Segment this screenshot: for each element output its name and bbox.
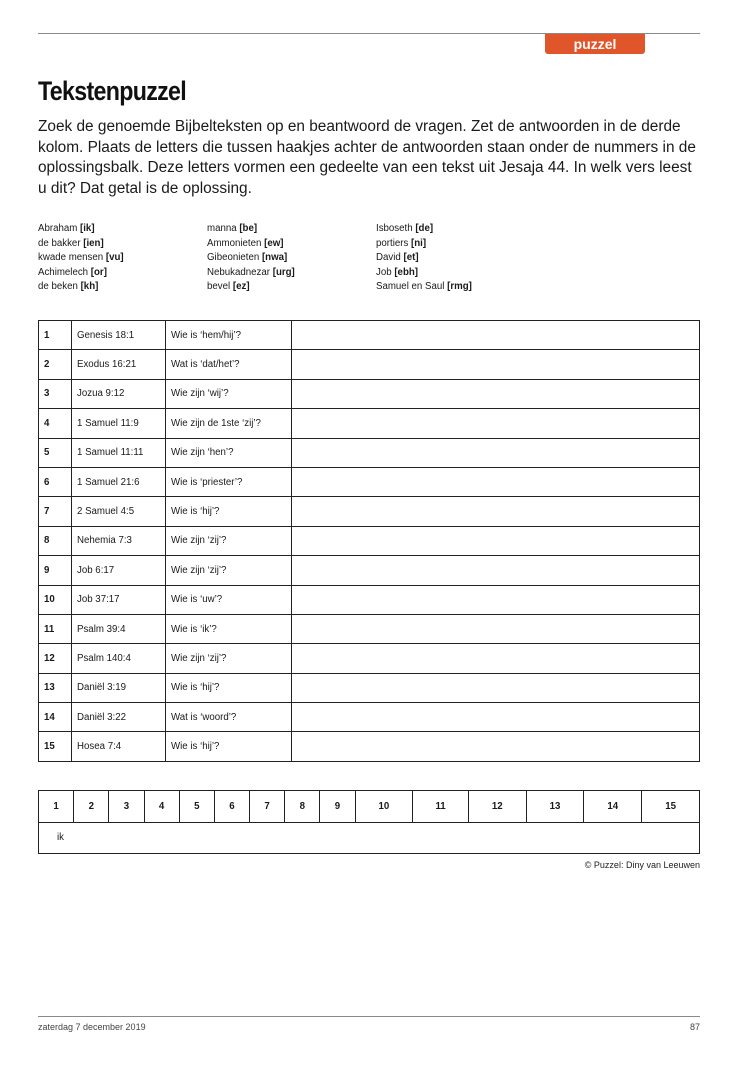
question-row [39, 614, 700, 643]
hint-item [38, 237, 124, 252]
question-row [39, 673, 700, 702]
bible-reference: Job 6:17 [72, 556, 166, 585]
question-row [39, 379, 700, 408]
question-number: 8 [39, 526, 72, 555]
bible-reference: Genesis 18:1 [72, 321, 166, 350]
bible-reference: Daniël 3:19 [72, 673, 166, 702]
hint-item [38, 251, 124, 266]
answer-cell[interactable] [292, 409, 700, 438]
bible-reference: Psalm 140:4 [72, 644, 166, 673]
hint-item [207, 222, 295, 237]
question-number: 10 [39, 585, 72, 614]
question-table [38, 320, 700, 762]
hint-column-1 [38, 222, 124, 295]
answer-cell[interactable] [292, 703, 700, 732]
solution-number: 4 [144, 791, 179, 823]
answer-cell[interactable] [292, 467, 700, 496]
answer-cell[interactable] [292, 644, 700, 673]
question-row [39, 732, 700, 761]
question-row [39, 644, 700, 673]
hint-code: [or] [90, 266, 107, 278]
bible-reference: Jozua 9:12 [72, 379, 166, 408]
question-row [39, 409, 700, 438]
bible-reference: Psalm 39:4 [72, 614, 166, 643]
bible-reference: 1 Samuel 21:6 [72, 467, 166, 496]
question-text: Wie is ‘hem/hij’? [166, 321, 292, 350]
question-number: 7 [39, 497, 72, 526]
hint-item [38, 266, 124, 281]
question-text: Wat is ‘woord’? [166, 703, 292, 732]
hint-code: [ien] [83, 237, 104, 249]
hint-word: bevel [207, 281, 231, 292]
hint-item [376, 266, 472, 281]
section-tag: puzzel [545, 34, 645, 54]
bible-reference: Exodus 16:21 [72, 350, 166, 379]
question-text: Wie is ‘ik’? [166, 614, 292, 643]
solution-number: 14 [584, 791, 642, 823]
hint-code: [urg] [272, 266, 295, 278]
question-text: Wie zijn ‘hen’? [166, 438, 292, 467]
answer-cell[interactable] [292, 614, 700, 643]
hint-word: Ammonieten [207, 237, 262, 249]
solution-number: 6 [214, 791, 249, 823]
footer-date: zaterdag 7 december 2019 [38, 1022, 146, 1032]
bible-reference: Nehemia 7:3 [72, 526, 166, 555]
page-number: 87 [689, 1022, 700, 1032]
question-number: 3 [39, 379, 72, 408]
question-row [39, 438, 700, 467]
hint-item [207, 280, 295, 295]
hint-item [376, 251, 472, 266]
intro-text: Zoek de genoemde Bijbelteksten op en beantwoord de vragen. Zet de antwoorden in de derde kolom. Plaats de letters die tussen haakjes achter de antwoorden staan onder de nummers in de oplossingsbalk. Deze letters vormen een gedeelte van een tekst uit Jesaja 44. In welk vers leest u dit? Dat getal is de oplossing. [38, 118, 696, 197]
hint-item [207, 266, 295, 281]
question-text: Wie is ‘uw’? [166, 585, 292, 614]
solution-bar [38, 790, 700, 854]
question-text: Wie zijn ‘wij’? [166, 379, 292, 408]
solution-number: 9 [320, 791, 355, 823]
hint-column-2 [207, 222, 295, 295]
hint-word: de beken [38, 281, 78, 292]
hint-word: Samuel en Saul [376, 281, 445, 292]
hint-word: Gibeonieten [207, 252, 260, 263]
bible-reference: Daniël 3:22 [72, 703, 166, 732]
solution-number: 11 [413, 791, 469, 823]
question-text: Wat is ‘dat/het’? [166, 350, 292, 379]
hint-item [38, 280, 124, 295]
solution-number: 1 [39, 791, 74, 823]
hint-code: [rmg] [447, 281, 472, 292]
hint-item [376, 237, 472, 252]
question-row [39, 321, 700, 350]
hint-word: Job [376, 266, 392, 278]
hint-code: [ez] [232, 281, 250, 292]
question-number: 11 [39, 614, 72, 643]
hint-item [376, 222, 472, 237]
bible-reference: 1 Samuel 11:9 [72, 409, 166, 438]
solution-number: 3 [109, 791, 144, 823]
question-row [39, 556, 700, 585]
question-text: Wie is ‘hij’? [166, 732, 292, 761]
question-text: Wie is ‘hij’? [166, 497, 292, 526]
hint-word: manna [207, 223, 237, 234]
hint-word: portiers [376, 237, 409, 249]
question-row [39, 467, 700, 496]
hint-word: kwade mensen [38, 252, 104, 263]
hint-item [376, 280, 472, 295]
hint-code: [ebh] [394, 266, 419, 278]
answer-cell[interactable] [292, 321, 700, 350]
question-text: Wie zijn ‘zij’? [166, 644, 292, 673]
bible-reference: Job 37:17 [72, 585, 166, 614]
hint-code: [be] [239, 223, 258, 234]
solution-number: 15 [642, 791, 700, 823]
answer-cell[interactable] [292, 379, 700, 408]
question-number: 9 [39, 556, 72, 585]
solution-number: 8 [285, 791, 320, 823]
question-row [39, 350, 700, 379]
answer-cell[interactable] [292, 732, 700, 761]
hint-word: Achimelech [38, 266, 89, 278]
question-text: Wie is ‘hij’? [166, 673, 292, 702]
hint-code: [nwa] [261, 252, 288, 263]
bottom-rule [38, 1016, 700, 1017]
question-text: Wie zijn ‘zij’? [166, 526, 292, 555]
question-number: 1 [39, 321, 72, 350]
solution-number: 12 [468, 791, 526, 823]
hint-column-3 [376, 222, 472, 295]
hint-code: [vu] [105, 252, 124, 263]
hint-item [38, 222, 124, 237]
hint-word: Nebukadnezar [207, 266, 271, 278]
answer-cell[interactable] [292, 673, 700, 702]
question-number: 14 [39, 703, 72, 732]
question-row [39, 585, 700, 614]
solution-number: 13 [526, 791, 584, 823]
hint-word: Abraham [38, 223, 78, 234]
question-number: 5 [39, 438, 72, 467]
credit: © Puzzel: Diny van Leeuwen [584, 860, 700, 870]
solution-answer-row[interactable]: ik [39, 822, 700, 854]
answer-cell[interactable] [292, 350, 700, 379]
question-number: 2 [39, 350, 72, 379]
hint-code: [et] [403, 252, 419, 263]
question-text: Wie is ‘priester’? [166, 467, 292, 496]
hint-word: de bakker [38, 237, 81, 249]
question-row [39, 526, 700, 555]
question-text: Wie zijn ‘zij’? [166, 556, 292, 585]
solution-number: 2 [74, 791, 109, 823]
question-text: Wie zijn de 1ste ‘zij’? [166, 409, 292, 438]
hint-item [207, 251, 295, 266]
question-row [39, 497, 700, 526]
answer-cell[interactable] [292, 556, 700, 585]
hint-item [207, 237, 295, 252]
question-number: 15 [39, 732, 72, 761]
question-row [39, 703, 700, 732]
solution-number: 7 [250, 791, 285, 823]
question-number: 4 [39, 409, 72, 438]
hint-code: [kh] [80, 281, 99, 292]
hint-code: [de] [415, 223, 434, 234]
answer-cell[interactable] [292, 585, 700, 614]
question-number: 12 [39, 644, 72, 673]
hint-word: Isboseth [376, 223, 413, 234]
answer-cell[interactable] [292, 497, 700, 526]
hint-code: [ni] [411, 237, 427, 249]
solution-number: 5 [179, 791, 214, 823]
bible-reference: 2 Samuel 4:5 [72, 497, 166, 526]
question-number: 6 [39, 467, 72, 496]
answer-cell[interactable] [292, 526, 700, 555]
hint-code: [ik] [80, 223, 95, 234]
answer-cell[interactable] [292, 438, 700, 467]
bible-reference: 1 Samuel 11:11 [72, 438, 166, 467]
bible-reference: Hosea 7:4 [72, 732, 166, 761]
question-number: 13 [39, 673, 72, 702]
hint-word: David [376, 252, 401, 263]
page-title: Tekstenpuzzel [38, 76, 187, 106]
solution-number: 10 [355, 791, 413, 823]
hint-code: [ew] [264, 237, 284, 249]
